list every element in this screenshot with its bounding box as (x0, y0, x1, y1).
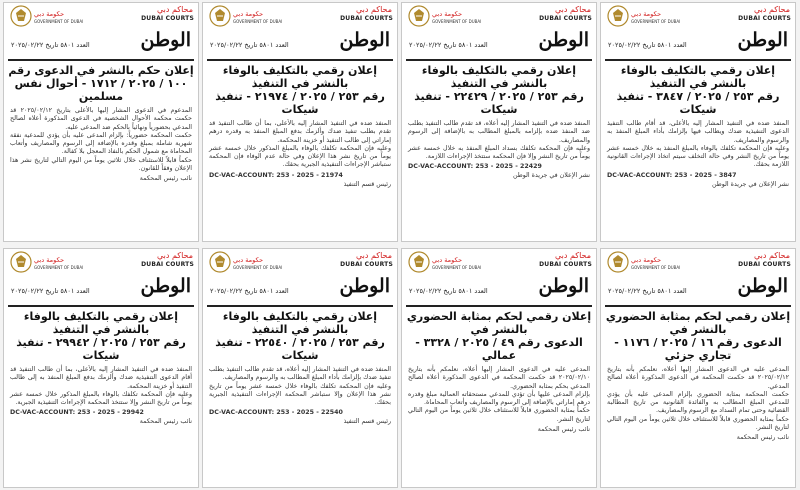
government-label: حكومة دبي (233, 10, 264, 18)
dubai-courts-logo-en: DUBAI COURTS (738, 15, 791, 22)
notice-title-line-2: رقم ٢٥٣ / ٢٠٢٥ / ٣٨٤٧ - تنفيذ شيكات (616, 90, 780, 116)
notice-title-line-1: إعلان رقمي لحكم بمثابة الحضوري بالنشر في (406, 310, 592, 336)
divider (605, 59, 791, 61)
court-notice-card (3, 2, 199, 242)
government-label: حكومة دبي (432, 256, 463, 264)
notice-title-line-1: إعلان رقمي بالتكليف بالوفاء بالنشر في التنفيذ (222, 64, 378, 90)
divider (406, 305, 592, 307)
dubai-courts-logo-en: DUBAI COURTS (340, 15, 393, 22)
government-label: حكومة دبي (631, 256, 662, 264)
notice-title (605, 64, 791, 116)
government-label-en: GOVERNMENT OF DUBAI (631, 19, 681, 24)
notice-title (207, 310, 393, 362)
notice-paragraph: حكمت المحكمة بمثابة الحضوري بإلزام المدعى عليه بأن يؤدي للمدعي المبلغ المطالب به والفائدة القانونية من تاريخ المطالبة القضائية وحتى تمام السداد مع الرسوم والمصاريف. (607, 390, 789, 415)
edition-date: العدد ٥٨٠١ تاريخ ٢٠٢٥/٠٢/٢٢ (11, 287, 90, 295)
newspaper-name: الوطن (737, 275, 788, 297)
newspaper-name: الوطن (339, 275, 390, 297)
divider (207, 59, 393, 61)
notice-title-line-2: رقم ٢٥٣ / ٢٠٢٥ / ٢١٩٧٤ - تنفيذ شيكات (215, 90, 385, 116)
notice-paragraph: المدعى عليه في الدعوى المشار إليها أعلاه، نعلمكم بأنه بتاريخ ٢٠٢٥/٠٢/١٢ قد حكمت المحكمة في الدعوى المذكورة أعلاه لصالح المدعي. (607, 366, 789, 390)
newspaper-bar (606, 29, 790, 59)
notice-paragraph: وعليه فإن المحكمة تكلفك بالوفاء بالمبلغ المذكور خلال خمسة عشر يوماً من تاريخ النشر وإلا ستتخذ المحكمة الإجراءات التنفيذية الجبرية. (10, 390, 192, 407)
newspaper-bar (208, 275, 392, 305)
dubai-courts-logo-ar: محاكم دبي (355, 251, 392, 260)
newspaper-name: الوطن (737, 29, 788, 51)
notice-footer: رئيس قسم التنفيذ (343, 180, 391, 188)
notice-paragraph: المدعوم في الدعوى المشار إليها بالأعلى بتاريخ ٢٠٢٥/٠٢/١٢ قد حكمت محكمة الأحوال الشخصية في الدعوى المذكورة أعلاه لصالح المدعي بحضورياً ونهائياً بالحكم ضد المدعى عليه. (10, 107, 192, 131)
government-label: حكومة دبي (631, 10, 662, 18)
government-label: حكومة دبي (233, 256, 264, 264)
notice-title (8, 310, 194, 362)
newspaper-bar (9, 29, 193, 59)
notice-footer: نائب رئيس المحكمة (537, 426, 590, 434)
notice-title (207, 64, 393, 116)
dubai-crest-icon (10, 5, 32, 27)
notice-paragraph: وعليه فإن المحكمة تكلفك بالوفاء بالمبلغ المنفذ به خلال خمسة عشر يوماً من تاريخ النشر وفي حالة التخلف سيتم اتخاذ الإجراءات القانونية اللازمة بحقك. (607, 144, 789, 169)
government-label: حكومة دبي (432, 10, 463, 18)
dubai-courts-logo-en: DUBAI COURTS (539, 15, 592, 22)
notice-body (10, 366, 192, 407)
notice-header (601, 3, 795, 29)
notice-body (408, 120, 590, 161)
notice-paragraph: المنفذ ضده في التنفيذ المشار إليه أعلاه، قد تقدم طالب التنفيذ بطلب ضد المنفذ ضده بإلزامه بالمبلغ المطالب به بالإضافة إلى الرسوم والمصاريف. (408, 120, 590, 144)
notice-paragraph: حكمت المحكمة حضورياً: بإلزام المدعى عليه بأن يؤدي للمدعية نفقة شهرية شاملة بمبلغ وقدره بالإضافة إلى الرسوم والمصاريف وأتعاب المحاماة مع شمول الحكم بالنفاذ المعجل بلا كفالة. (10, 131, 192, 156)
edition-date: العدد ٥٨٠١ تاريخ ٢٠٢٥/٠٢/٢٢ (608, 287, 687, 295)
newspaper-bar (9, 275, 193, 305)
newspaper-name: الوطن (140, 29, 191, 51)
divider (406, 59, 592, 61)
government-label-en: GOVERNMENT OF DUBAI (233, 265, 283, 270)
notice-paragraph: المنفذ ضده في التنفيذ المشار إليه بالأعلى، قد أقام طالب التنفيذ الدعوى التنفيذية ضدك ويطالب فيها بإلزامك بأداء المبلغ المنفذ به والرسوم والمصاريف. (607, 120, 789, 144)
notice-title (406, 310, 592, 362)
notice-title-line-1: إعلان رقمي بالتكليف بالوفاء بالنشر في التنفيذ (222, 310, 378, 336)
case-reference: DC-VAC-ACCOUNT: 253 - 2025 - 22540 (209, 409, 343, 417)
dubai-courts-logo-en: DUBAI COURTS (141, 261, 194, 268)
notice-paragraph: المنفذ ضده في التنفيذ المشار إليه أعلاه، قد تقدم طالب التنفيذ بطلب تنفيذ ضدك بإلزامك بأداء المبلغ المطالب به والرسوم والمصاريف. (209, 366, 391, 382)
case-reference: DC-VAC-ACCOUNT: 253 - 2025 - 3847 (607, 171, 737, 179)
notice-paragraph: وعليه فإن المحكمة تكلفك بسداد المبلغ المنفذ به خلال خمسة عشر يوماً من تاريخ النشر وإلا فإن المحكمة ستتخذ الإجراءات اللازمة. (408, 144, 590, 161)
newspaper-bar (407, 29, 591, 59)
notice-title-line-2: ١٠٠ / ٢٠٢٥ / ١٧١٢ - أحوال نفس مسلمين (14, 77, 188, 103)
case-reference: DC-VAC-ACCOUNT: 253 - 2025 - 21974 (209, 171, 343, 179)
dubai-courts-logo-en: DUBAI COURTS (738, 261, 791, 268)
edition-date: العدد ٥٨٠١ تاريخ ٢٠٢٥/٠٢/٢٢ (409, 287, 488, 295)
newspaper-name: الوطن (140, 275, 191, 297)
notice-title-line-2: الدعوى رقم ٤٩ / ٢٠٢٥ / ٣٣٢٨ - عمالي (415, 336, 583, 362)
notice-paragraph: حكماً بمثابة الحضوري قابلاً للاستئناف خلال ثلاثين يوماً من اليوم التالي لتاريخ النشر. (408, 407, 590, 423)
notice-paragraph: المنفذ ضده في التنفيذ المشار إليه بالأعلى، بما أن طالب التنفيذ قد تقدم بطلب تنفيذ ضدك وألزمك بدفع المبلغ المنفذ به وقدره درهم إماراتي إلى طالب التنفيذ أو خزينة المحكمة. (209, 120, 391, 144)
notice-footer: نائب رئيس المحكمة (139, 418, 192, 426)
notice-body (209, 366, 391, 407)
dubai-courts-logo-ar: محاكم دبي (355, 5, 392, 14)
divider (605, 305, 791, 307)
court-notice-card (401, 248, 597, 488)
notice-body (408, 366, 590, 424)
government-label-en: GOVERNMENT OF DUBAI (631, 265, 681, 270)
dubai-courts-logo-en: DUBAI COURTS (141, 15, 194, 22)
case-reference: DC-VAC-ACCOUNT: 253 - 2025 - 22429 (408, 163, 542, 171)
notice-paragraph: وعليه فإن المحكمة تكلفك بالوفاء بالمبلغ المذكور خلال خمسة عشر يوماً من تاريخ نشر هذا الإعلان وفي حالة عدم الوفاء فإن المحكمة ستباشر الإجراءات التنفيذية الجبرية بحقك. (209, 144, 391, 169)
dubai-courts-logo-ar: محاكم دبي (554, 251, 591, 260)
government-label-en: GOVERNMENT OF DUBAI (432, 19, 482, 24)
government-label-en: GOVERNMENT OF DUBAI (432, 265, 482, 270)
notice-footer: نائب رئيس المحكمة (736, 434, 789, 442)
edition-date: العدد ٥٨٠١ تاريخ ٢٠٢٥/٠٢/٢٢ (409, 41, 488, 49)
dubai-crest-icon (408, 251, 430, 273)
divider (8, 59, 194, 61)
edition-date: العدد ٥٨٠١ تاريخ ٢٠٢٥/٠٢/٢٢ (608, 41, 687, 49)
court-notice-card (3, 248, 199, 488)
notice-header (402, 249, 596, 275)
notice-title-line-1: إعلان رقمي لحكم بمثابة الحضوري بالنشر في (605, 310, 791, 336)
court-notice-card (202, 248, 398, 488)
notice-paragraph: بإلزام المدعى عليها بأن تؤدي للمدعي مستحقاته العمالية مبلغ وقدره درهم إماراتي بالإضافة إلى الرسوم والمصاريف وأتعاب المحاماة. (408, 390, 590, 407)
edition-date: العدد ٥٨٠١ تاريخ ٢٠٢٥/٠٢/٢٢ (11, 41, 90, 49)
dubai-crest-icon (408, 5, 430, 27)
government-label: حكومة دبي (34, 256, 65, 264)
divider (8, 305, 194, 307)
divider (207, 305, 393, 307)
court-notice-card (401, 2, 597, 242)
court-notice-card (202, 2, 398, 242)
government-label: حكومة دبي (34, 10, 65, 18)
notice-title-line-1: إعلان حكم بالنشر في الدعوى رقم (8, 64, 194, 77)
notice-header (402, 3, 596, 29)
dubai-courts-logo-en: DUBAI COURTS (340, 261, 393, 268)
notice-header (601, 249, 795, 275)
notice-paragraph: حكماً قابلاً للاستئناف خلال ثلاثين يوماً من اليوم التالي لتاريخ نشر هذا الإعلان وفقاً للقانون. (10, 156, 192, 173)
notice-header (4, 249, 198, 275)
notice-paragraph: المنفذ ضده في التنفيذ المشار إليه بالأعلى، بما أن طالب التنفيذ قد أقام الدعوى التنفيذية ضدك وألزمك بدفع المبلغ المنفذ به إلى طالب التنفيذ أو خزينة المحكمة. (10, 366, 192, 390)
dubai-crest-icon (209, 5, 231, 27)
case-reference: DC-VAC-ACCOUNT: 253 - 2025 - 29942 (10, 409, 144, 417)
dubai-crest-icon (607, 5, 629, 27)
notice-paragraph: وعليه فإن المحكمة تكلفك بالوفاء خلال خمسة عشر يوماً من تاريخ نشر هذا الإعلان وإلا ستباشر المحكمة الإجراءات التنفيذية الجبرية بحقك. (209, 382, 391, 407)
newspaper-bar (208, 29, 392, 59)
notice-body (209, 120, 391, 170)
newspaper-bar (407, 275, 591, 305)
notice-title-line-1: إعلان رقمي بالتكليف بالوفاء بالنشر في التنفيذ (620, 64, 776, 90)
court-notice-card (600, 248, 796, 488)
notice-title-line-2: الدعوى رقم ١٦ / ٢٠٢٥ / ١١٧٦ - تجاري جزئي (614, 336, 782, 362)
dubai-courts-logo-ar: محاكم دبي (753, 5, 790, 14)
notice-title (8, 64, 194, 103)
dubai-courts-logo-ar: محاكم دبي (554, 5, 591, 14)
dubai-crest-icon (10, 251, 32, 273)
notice-footer: نائب رئيس المحكمة (139, 175, 192, 183)
court-notice-card (600, 2, 796, 242)
notice-title (605, 310, 791, 362)
newspaper-bar (606, 275, 790, 305)
notices-grid (3, 2, 797, 488)
dubai-courts-logo-ar: محاكم دبي (753, 251, 790, 260)
notice-header (4, 3, 198, 29)
notice-paragraph: المدعى عليه في الدعوى المشار إليها أعلاه، نعلمكم بأنه بتاريخ ٢٠٢٥/٠٢/١٠ قد حكمت المحكمة في الدعوى المذكورة أعلاه لصالح المدعي بحكم بمثابة الحضوري. (408, 366, 590, 390)
notice-footer: نشر الإعلان في جريدة الوطن (512, 172, 590, 180)
notice-paragraph: حكماً بمثابة الحضوري قابلاً للاستئناف خلال ثلاثين يوماً من اليوم التالي لتاريخ النشر. (607, 415, 789, 432)
dubai-courts-logo-en: DUBAI COURTS (539, 261, 592, 268)
edition-date: العدد ٥٨٠١ تاريخ ٢٠٢٥/٠٢/٢٢ (210, 41, 289, 49)
notice-body (607, 366, 789, 432)
notice-title (406, 64, 592, 116)
dubai-crest-icon (607, 251, 629, 273)
newspaper-name: الوطن (339, 29, 390, 51)
notice-body (10, 107, 192, 173)
notice-body (607, 120, 789, 170)
edition-date: العدد ٥٨٠١ تاريخ ٢٠٢٥/٠٢/٢٢ (210, 287, 289, 295)
government-label-en: GOVERNMENT OF DUBAI (233, 19, 283, 24)
notice-footer: رئيس قسم التنفيذ (343, 418, 391, 426)
notice-footer: نشر الإعلان في جريدة الوطن (711, 180, 789, 188)
notice-title-line-2: رقم ٢٥٣ / ٢٠٢٥ / ٢٢٥٤٠ - تنفيذ شيكات (215, 336, 385, 362)
notice-title-line-1: إعلان رقمي بالتكليف بالوفاء بالنشر في التنفيذ (23, 310, 179, 336)
notice-header (203, 3, 397, 29)
government-label-en: GOVERNMENT OF DUBAI (34, 19, 84, 24)
dubai-courts-logo-ar: محاكم دبي (156, 5, 193, 14)
notice-header (203, 249, 397, 275)
notice-title-line-2: رقم ٢٥٣ / ٢٠٢٥ / ٢٢٤٢٩ - تنفيذ شيكات (414, 90, 584, 116)
dubai-courts-logo-ar: محاكم دبي (156, 251, 193, 260)
government-label-en: GOVERNMENT OF DUBAI (34, 265, 84, 270)
newspaper-name: الوطن (538, 275, 589, 297)
newspaper-name: الوطن (538, 29, 589, 51)
notice-title-line-2: رقم ٢٥٣ / ٢٠٢٥ / ٢٩٩٤٢ - تنفيذ شيكات (16, 336, 186, 362)
dubai-crest-icon (209, 251, 231, 273)
notice-title-line-1: إعلان رقمي بالتكليف بالوفاء بالنشر في التنفيذ (421, 64, 577, 90)
